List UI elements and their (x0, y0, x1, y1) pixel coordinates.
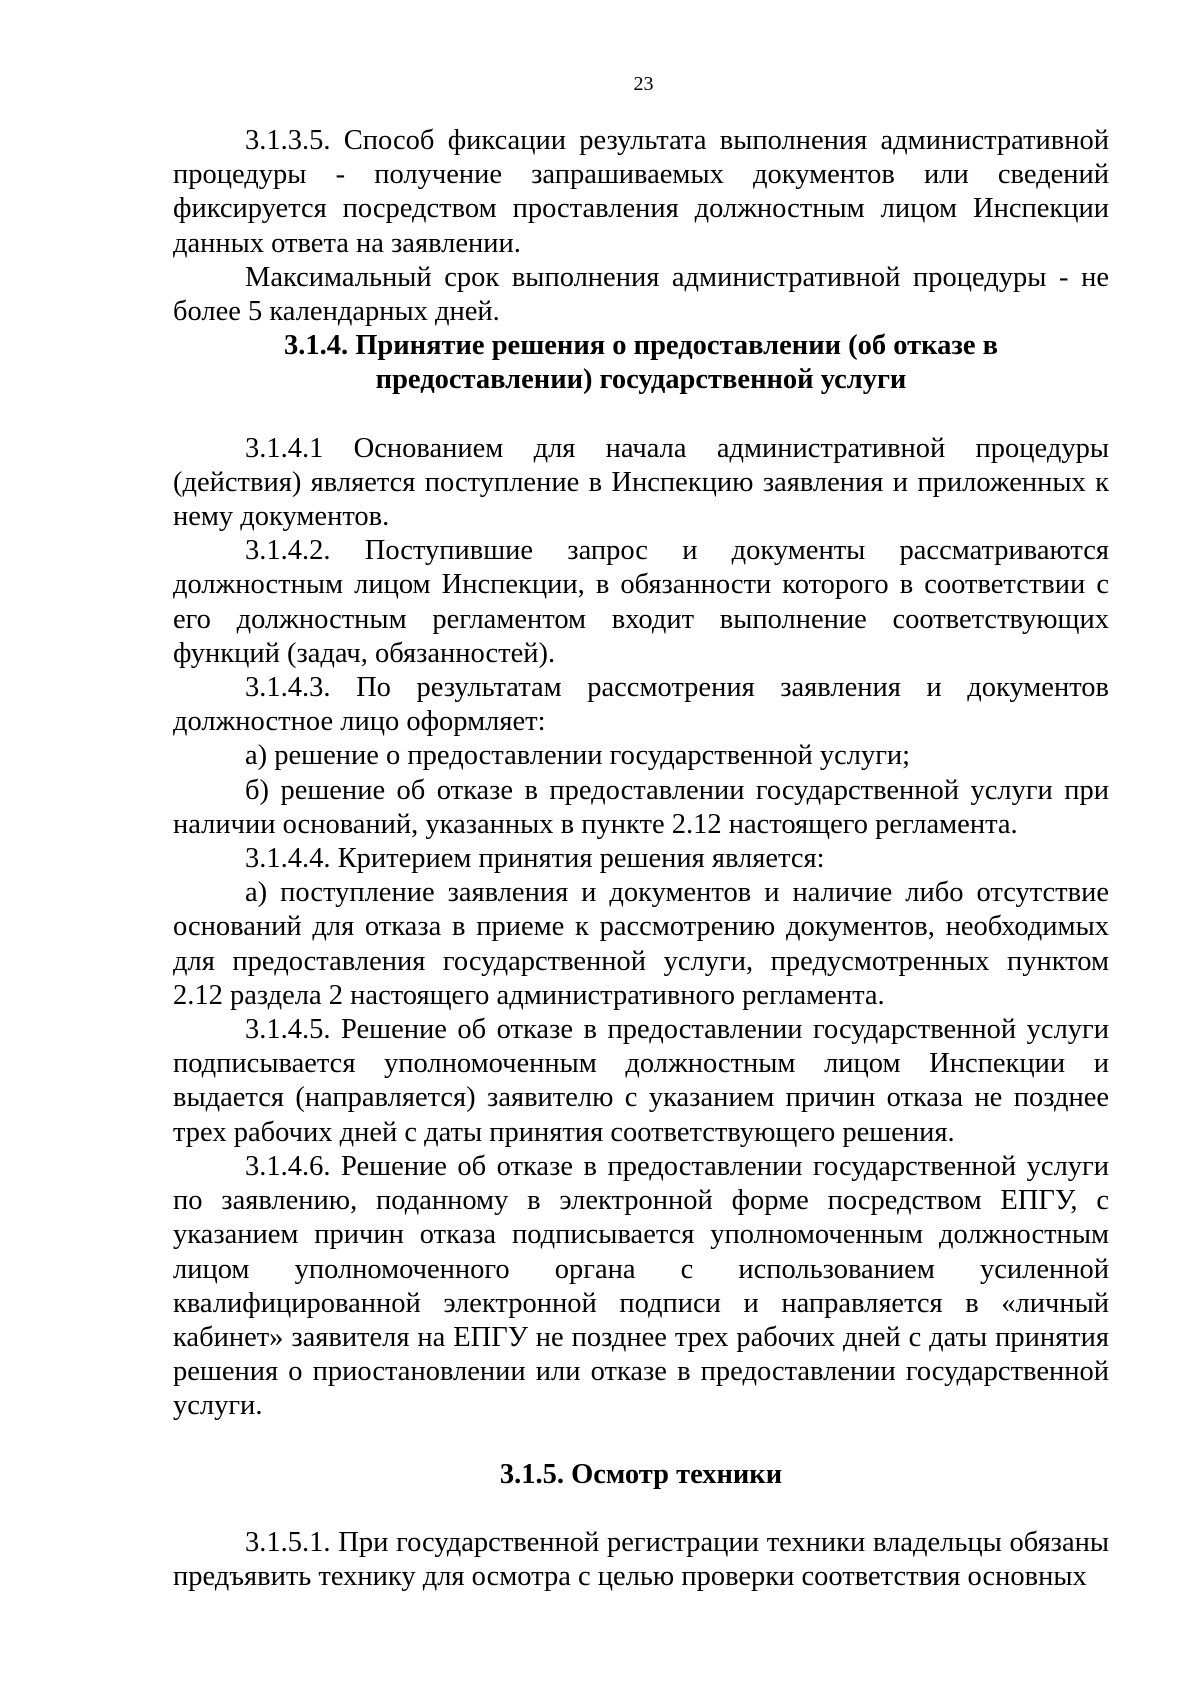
paragraph-3-1-4-3: 3.1.4.3. По результатам рассмотрения заявления и документов должностное лицо оформляет: (173, 672, 1109, 738)
paragraph-3-1-5-1: 3.1.5.1. При государственной регистрации техники владельцы обязаны предъявить технику для осмотра с целью проверки соответствия основных (173, 1526, 1109, 1592)
paragraph-3-1-4-6: 3.1.4.6. Решение об отказе в предоставлении государственной услуги по заявлению, поданному в электронной форме посредством ЕПГУ, с указанием причин отказа подписывается уполномоченным должностным лицом уполномоченного органа с использованием усиленной квалифицированной электронной подписи и направляется в «личный кабинет» заявителя на ЕПГУ не позднее трех рабочих дней с даты принятия решения о приостановлении или отказе в предоставлении государственной услуги. (173, 1150, 1109, 1422)
paragraph-3-1-4-5: 3.1.4.5. Решение об отказе в предоставлении государственной услуги подписывается уполномоченным должностным лицом Инспекции и выдается (направляется) заявителю с указанием причин отказа не позднее трех рабочих дней с даты принятия соответствующего решения. (173, 1014, 1109, 1148)
paragraph-3-1-4-2: 3.1.4.2. Поступившие запрос и документы рассматриваются должностным лицом Инспекции, в обязанности которого в соответствии с его должностным регламентом входит выполнение соответствующих функций (задач, обязанностей). (173, 535, 1109, 669)
spacer (173, 398, 1109, 432)
section-heading-3-1-4-line-2: предоставлении) государственной услуги (375, 364, 907, 396)
page-number: 23 (633, 73, 654, 95)
section-heading-3-1-4-line-1: 3.1.4. Принятие решения о предоставлении (об отказе в (283, 330, 999, 362)
spacer (173, 1424, 1109, 1458)
section-heading-3-1-5: 3.1.5. Осмотр техники (499, 1458, 783, 1490)
paragraph-item-a-criteria: а) поступление заявления и документов и наличие либо отсутствие оснований для отказа в приеме к рассмотрению документов, необходимых для предоставления государственной услуги, предусмотренных пунктом 2.12 раздела 2 настоящего административного регламента. (173, 877, 1109, 1011)
section-heading-3-1-4 (173, 329, 1109, 397)
spacer (173, 1492, 1109, 1526)
paragraph-3-1-3-5: 3.1.3.5. Способ фиксации результата выполнения административной процедуры - получение запрашиваемых документов или сведений фиксируется посредством проставления должностным лицом Инспекции данных ответа на заявлении. (173, 125, 1109, 259)
paragraph-max-term: Максимальный срок выполнения административной процедуры - не более 5 календарных дней. (173, 261, 1109, 328)
paragraph-item-a-grant: а) решение о предоставлении государственной услуги; (245, 740, 911, 772)
paragraph-3-1-4-4: 3.1.4.4. Критерием принятия решения является: (245, 843, 825, 875)
paragraph-item-b-refusal: б) решение об отказе в предоставлении государственной услуги при наличии оснований, указанных в пункте 2.12 настоящего регламента. (173, 774, 1109, 840)
paragraph-3-1-4-1: 3.1.4.1 Основанием для начала административной процедуры (действия) является поступление в Инспекцию заявления и приложенных к нему документов. (173, 432, 1109, 533)
document-body (173, 124, 1109, 1594)
